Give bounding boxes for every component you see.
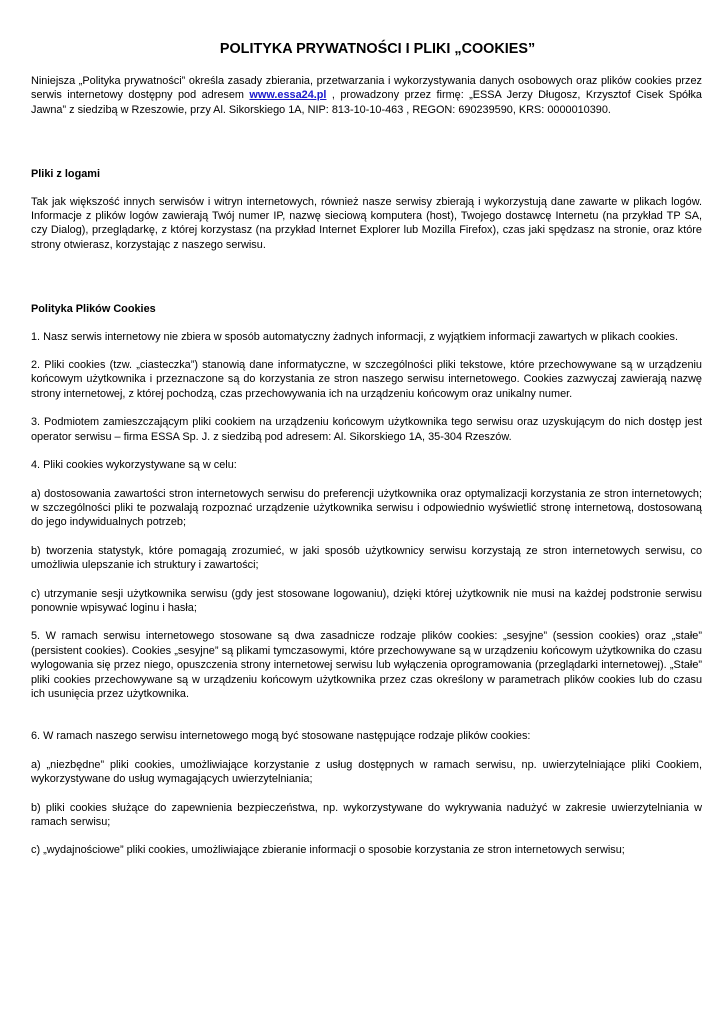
logs-paragraph: Tak jak większość innych serwisów i witryn internetowych, również nasze serwisy zbierają i wykorzystują dane zawarte w plikach logów. Informacje z plików logów zawierają Twój numer IP, nazwę sieciową komputera (host), Twojego dostawcę Internetu (na przykład TP SA, czy Dialog), przeglądarkę, z której korzystasz (na przykład Internet Explorer lub Mozilla Firefox), czas jaki spędzasz na stronie, oraz które strony otwierasz, korzystając z naszego serwisu. — [31, 195, 702, 251]
document-title: POLITYKA PRYWATNOŚCI I PLIKI „COOKIES” — [219, 41, 536, 57]
intro-text-part1: Niniejsza „Polityka prywatności” określa zasady zbierania, przetwarzania i wykorzystywania danych osobowych oraz plików cookies przez serwis internetowy dostępny pod adresem — [31, 75, 702, 102]
cookies-paragraph-3: 3. Podmiotem zamieszczającym pliki cookiem na urządzeniu końcowym użytkownika tego serwisu oraz uzyskującym do nich dostęp jest operator serwisu – firma ESSA Sp. J. z siedzibą pod adresem: Al. Sikorskiego 1A, 35-304 Rzeszów. — [31, 416, 702, 443]
document-page — [31, 40, 702, 858]
cookies-paragraph-2: 2. Pliki cookies (tzw. „ciasteczka”) stanowią dane informatyczne, w szczególności pliki tekstowe, które przechowywane są w urządzeniu końcowym użytkownika i przeznaczone są do korzystania ze stron naszego serwisu internetowego. Cookies zazwyczaj zawierają nazwę strony internetowej, z której pochodzą, czas przechowywania ich na urządzeniu końcowym oraz unikalny numer. — [31, 359, 702, 400]
cookies-paragraph-4b: b) tworzenia statystyk, które pomagają zrozumieć, w jaki sposób użytkownicy serwisu korzystają ze stron internetowych serwisu, co umożliwia ulepszanie ich struktury i zawartości; — [31, 544, 702, 572]
cookies-paragraph-6: 6. W ramach naszego serwisu internetowego mogą być stosowane następujące rodzaje plików cookies: — [31, 730, 531, 743]
cookies-paragraph-5: 5. W ramach serwisu internetowego stosowane są dwa zasadnicze rodzaje plików cookies: „sesyjne” (session cookies) oraz „stałe” (persistent cookies). Cookies „sesyjne” są plikami tymczasowymi, które przechowywane są w urządzeniu końcowym użytkownika do czasu wylogowania się przez niego, opuszczenia strony internetowej serwisu lub wyłączenia oprogramowania (przeglądarki internetowej). „Stałe” pliki cookies przechowywane są w urządzeniu końcowym użytkownika przez czas określony w parametrach plików cookies lub do czasu ich usunięcia przez użytkownika. — [31, 630, 702, 700]
intro-paragraph — [31, 74, 702, 117]
cookies-paragraph-6a: a) „niezbędne” pliki cookies, umożliwiające korzystanie z usług dostępnych w ramach serwisu, np. uwierzytelniające pliki Cookiem, wykorzystywane do usług wymagających uwierzytelniania; — [31, 758, 702, 786]
cookies-paragraph-4a: a) dostosowania zawartości stron internetowych serwisu do preferencji użytkownika oraz optymalizacji korzystania ze stron internetowych; w szczególności pliki te pozwalają rozpoznać urządzenie użytkownika serwisu i odpowiednio wyświetlić stronę internetową, dostosowaną do jego indywidualnych potrzeb; — [31, 487, 702, 529]
cookies-paragraph-1: 1. Nasz serwis internetowy nie zbiera w sposób automatyczny żadnych informacji, z wyjątkiem informacji zawartych w plikach cookies. — [31, 330, 679, 343]
cookies-paragraph-6b: b) pliki cookies służące do zapewnienia bezpieczeństwa, np. wykorzystywane do wykrywania nadużyć w zakresie uwierzytelniania w ramach serwisu; — [31, 801, 702, 828]
cookies-paragraph-4: 4. Pliki cookies wykorzystywane są w celu: — [31, 459, 237, 472]
logs-heading: Pliki z logami — [31, 168, 100, 181]
cookies-paragraph-4c: c) utrzymanie sesji użytkownika serwisu (gdy jest stosowane logowaniu), dzięki której użytkownik nie musi na każdej podstronie serwisu ponownie wpisywać loginu i hasła; — [31, 587, 702, 614]
website-link[interactable]: www.essa24.pl — [249, 89, 327, 102]
cookies-heading: Polityka Plików Cookies — [31, 303, 156, 316]
intro-text-part2: , prowadzony przez firmę: „ESSA Jerzy Długosz, Krzysztof Cisek Spółka Jawna” z siedzibą w Rzeszowie, przy Al. Sikorskiego 1A, NIP: 813-10-10-463 , REGON: 690239590, KRS: 0000010390. — [31, 89, 702, 116]
cookies-paragraph-6c: c) „wydajnościowe” pliki cookies, umożliwiające zbieranie informacji o sposobie korzystania ze stron internetowych serwisu; — [31, 844, 625, 857]
